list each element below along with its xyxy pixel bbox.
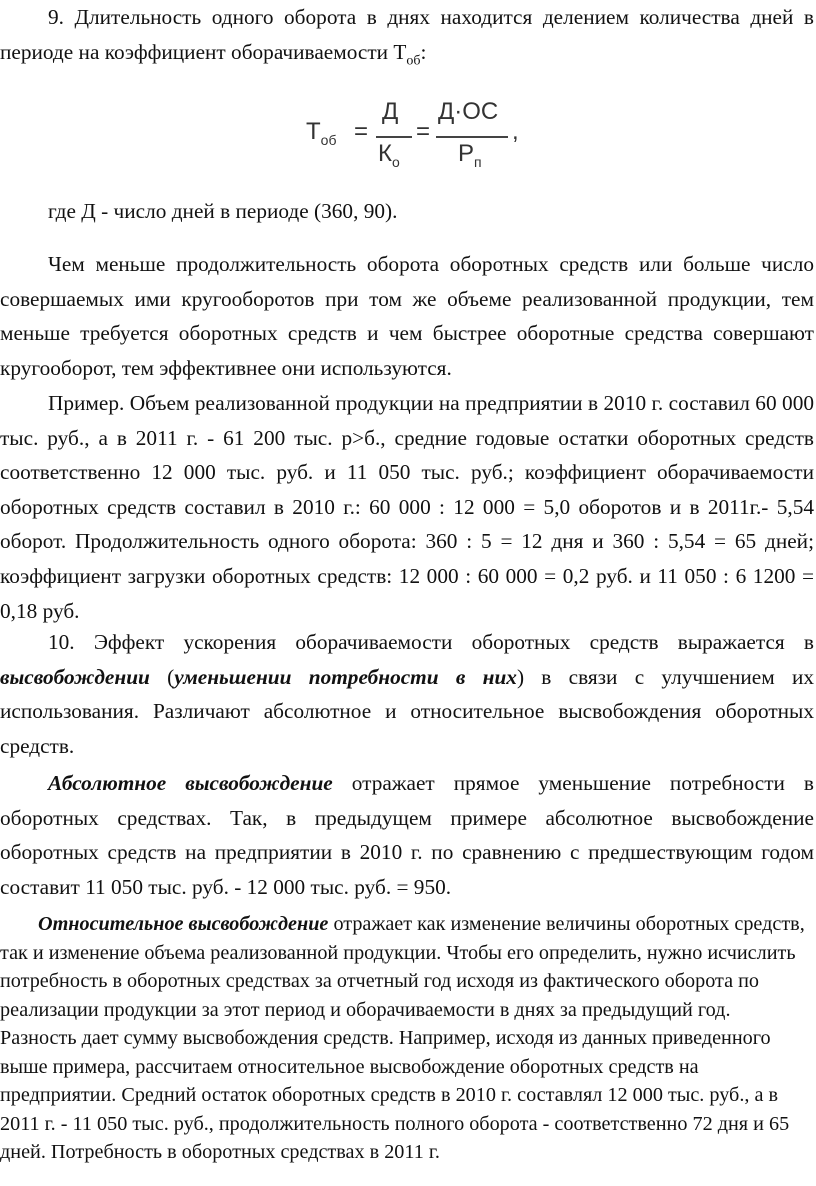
turnover-formula bbox=[306, 98, 536, 176]
p5-text-d: ) в связи с улучшением их использования. Различают абсолютное и относительное высвобождения оборотных средств. bbox=[0, 664, 815, 758]
formula-equals-1: = bbox=[354, 118, 369, 145]
formula-fraction-bar-1 bbox=[376, 136, 412, 138]
paragraph-days-definition bbox=[0, 194, 814, 229]
paragraph-acceleration-effect bbox=[0, 625, 814, 763]
p1-text: 9. Длительность одного оборота в днях находится делением количества дней в периоде на коэффициент оборачиваемости Т bbox=[0, 5, 814, 64]
formula-equals-2: = bbox=[416, 118, 431, 145]
p4-text: Пример. Объем реализованной продукции на предприятии в 2010 г. составил 60 000 тыс. руб., а в 2011 г. - 61 200 тыс. р>б., средние годовые остатки оборотных средств соответственно 12 000 тыс. руб. и 11 050 тыс. руб.; коэффициент оборачиваемости оборотных средств составил в 2010 г.: 60 000 : 12 000 = 5,0 оборотов и в 2011г.- 5,54 оборот. Продолжительность одного оборота: 360 : 5 = 12 дня и 360 : 5,54 = 65 дней; коэффициент загрузки оборотных средств: 12 000 : 60 000 = 0,2 руб. и 11 050 : 6 1200 = 0,18 руб. bbox=[0, 391, 814, 623]
p5-term-reduction: уменьшении потребности в них bbox=[174, 664, 517, 689]
formula-denominator-2: $Р_п$ bbox=[458, 140, 482, 170]
p5-text-a: 10. Эффект ускорения оборачиваемости оборотных средств выражается в bbox=[48, 630, 814, 654]
p7-text: отражает как изменение величины оборотных средств, так и изменение объема реализованной продукции. Чтобы его определить, нужно исчислить потребность в оборотных средствах за отчетный год исходя из фактического оборота по реализации продукции за этот период и оборачиваемости в днях за предыдущий год. Разность дает сумму высвобождения средств. Например, исходя из данных приведенного выше примера, рассчитаем относительное высвобождение оборотных средств на предприятии. Средний остаток оборотных средств в 2010 г. составлял 12 000 тыс. руб., а в 2011 г. - 11 050 тыс. руб., продолжительность полного оборота - соответственно 72 дня и 65 дней. Потребность в оборотных средствах в 2011 г. bbox=[0, 913, 805, 1163]
paragraph-example bbox=[0, 386, 814, 628]
formula-denominator-1: $К_о$ bbox=[378, 140, 400, 170]
paragraph-efficiency bbox=[0, 247, 814, 385]
p2-text: где Д - число дней в периоде (360, 90). bbox=[48, 199, 398, 223]
p5-text-c: ( bbox=[149, 664, 175, 689]
p1-tail: : bbox=[420, 39, 427, 64]
formula-lhs: $Т_{об}$ bbox=[306, 118, 337, 148]
p3-text: Чем меньше продолжительность оборота оборотных средств или больше число совершаемых ими кругооборотов при том же объеме реализованной продукции, тем меньше требуется оборотных средств и чем быстрее оборотные средства совершают кругооборот, тем эффективнее они используются. bbox=[0, 252, 814, 380]
paragraph-absolute-release bbox=[0, 766, 814, 904]
p6-term: Абсолютное высвобождение bbox=[48, 771, 333, 795]
p6-text: отражает прямое уменьшение потребности в оборотных средствах. Так, в предыдущем примере абсолютное высвобождение оборотных средств на предприятии в 2010 г. по сравнению с предшествующим годом составит 11 050 тыс. руб. - 12 000 тыс. руб. = 950. bbox=[0, 771, 814, 899]
formula-numerator-1: Д bbox=[382, 98, 399, 125]
formula-numerator-2: Д·ОС bbox=[438, 98, 499, 125]
paragraph-relative-release bbox=[0, 910, 812, 1167]
p7-term: Относительное высвобождение bbox=[38, 913, 329, 935]
p1-subscript: об bbox=[406, 52, 421, 68]
formula-fraction-bar-2 bbox=[436, 136, 508, 138]
p5-term-release: высвобождении bbox=[0, 664, 150, 689]
formula-comma: , bbox=[512, 118, 519, 145]
paragraph-turnover-duration bbox=[0, 0, 814, 78]
